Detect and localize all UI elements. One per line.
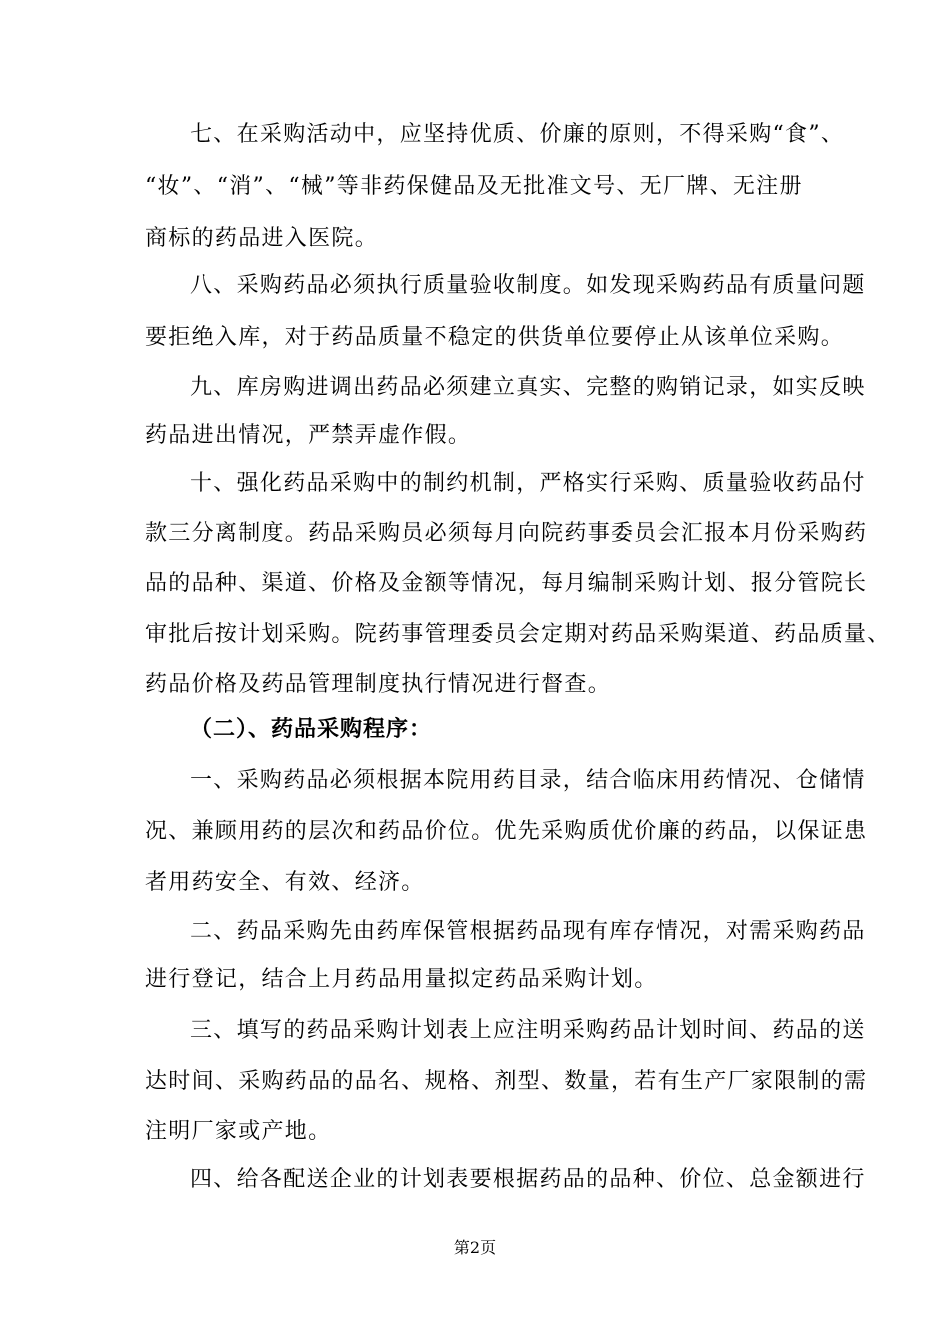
paragraph-line: 九、库房购进调出药品必须建立真实、完整的购销记录，如实反映: [190, 375, 866, 400]
paragraph-line: “妆”、“消”、“械”等非药保健品及无批准文号、无厂牌、无注册: [145, 174, 803, 199]
paragraph-line: 注明厂家或产地。: [145, 1119, 332, 1144]
section-heading: （二）、药品采购程序：: [190, 717, 433, 742]
paragraph-line: 一、采购药品必须根据本院用药目录，结合临床用药情况、仓储情: [190, 768, 866, 793]
paragraph-line: 七、在采购活动中，应坚持优质、价廉的原则，不得采购“食”、: [190, 122, 845, 147]
paragraph-line: 进行登记，结合上月药品用量拟定药品采购计划。: [145, 967, 658, 992]
paragraph-line: 药品价格及药品管理制度执行情况进行督查。: [145, 672, 612, 697]
paragraph-line: 审批后按计划采购。院药事管理委员会定期对药品采购渠道、药品质量、: [145, 622, 891, 647]
paragraph-line: 三、填写的药品采购计划表上应注明采购药品计划时间、药品的送: [190, 1018, 866, 1043]
paragraph-line: 况、兼顾用药的层次和药品价位。优先采购质优价廉的药品，以保证患: [145, 819, 868, 844]
paragraph-line: 达时间、采购药品的品名、规格、剂型、数量，若有生产厂家限制的需: [145, 1069, 868, 1094]
paragraph-line: 药品进出情况，严禁弄虚作假。: [145, 423, 472, 448]
paragraph-line: 款三分离制度。药品采购员必须每月向院药事委员会汇报本月份采购药: [145, 521, 868, 546]
paragraph-line: 十、强化药品采购中的制约机制，严格实行采购、质量验收药品付: [190, 471, 866, 496]
paragraph-line: 商标的药品进入医院。: [145, 226, 379, 251]
paragraph-line: 品的品种、渠道、价格及金额等情况，每月编制采购计划、报分管院长: [145, 571, 868, 596]
paragraph-line: 要拒绝入库，对于药品质量不稳定的供货单位要停止从该单位采购。: [145, 325, 845, 350]
paragraph-line: 二、药品采购先由药库保管根据药品现有库存情况，对需采购药品: [190, 919, 866, 944]
paragraph-line: 八、采购药品必须执行质量验收制度。如发现采购药品有质量问题: [190, 273, 866, 298]
paragraph-line: 者用药安全、有效、经济。: [145, 870, 425, 895]
paragraph-line: 四、给各配送企业的计划表要根据药品的品种、价位、总金额进行: [190, 1167, 866, 1192]
page-number: 第2页: [453, 1238, 497, 1257]
